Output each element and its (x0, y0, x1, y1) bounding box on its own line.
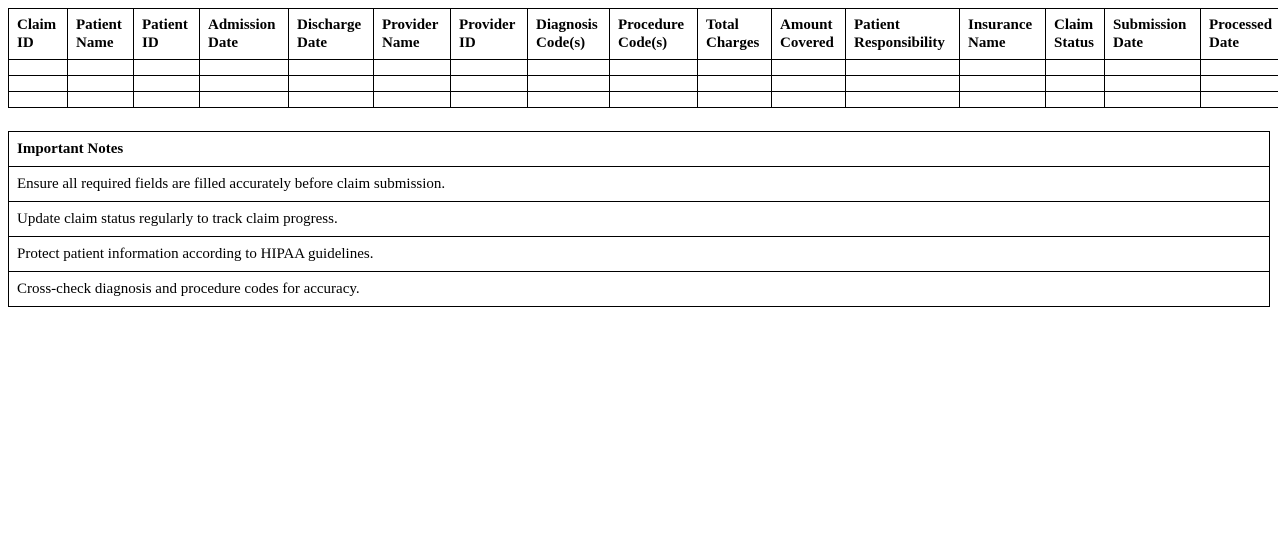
header-patient-responsibility: Patient Responsibility (846, 9, 960, 60)
table-cell[interactable] (451, 76, 528, 92)
claims-table-body (9, 60, 1278, 108)
table-cell[interactable] (374, 76, 451, 92)
table-cell[interactable] (772, 76, 846, 92)
header-claim-status: Claim Status (1046, 9, 1105, 60)
table-cell[interactable] (698, 76, 772, 92)
table-cell[interactable] (528, 76, 610, 92)
table-row (9, 60, 1278, 76)
table-cell[interactable] (960, 76, 1046, 92)
table-cell[interactable] (528, 60, 610, 76)
table-cell[interactable] (1046, 60, 1105, 76)
table-cell[interactable] (1105, 92, 1201, 108)
header-discharge-date: Discharge Date (289, 9, 374, 60)
table-cell[interactable] (451, 60, 528, 76)
note-row (9, 167, 1270, 202)
table-cell[interactable] (68, 60, 134, 76)
note-item: Update claim status regularly to track claim progress. (9, 202, 1270, 237)
table-cell[interactable] (68, 92, 134, 108)
table-cell[interactable] (200, 76, 289, 92)
header-processed-date: Processed Date (1201, 9, 1278, 60)
note-item: Cross-check diagnosis and procedure codes for accuracy. (9, 272, 1270, 307)
table-cell[interactable] (9, 92, 68, 108)
header-provider-id: Provider ID (451, 9, 528, 60)
note-item: Ensure all required fields are filled accurately before claim submission. (9, 167, 1270, 202)
table-cell[interactable] (846, 92, 960, 108)
table-cell[interactable] (68, 76, 134, 92)
table-cell[interactable] (9, 60, 68, 76)
note-row (9, 272, 1270, 307)
notes-title: Important Notes (9, 132, 1270, 167)
table-cell[interactable] (374, 92, 451, 108)
table-cell[interactable] (374, 60, 451, 76)
note-row (9, 237, 1270, 272)
header-amount-covered: Amount Covered (772, 9, 846, 60)
table-cell[interactable] (1046, 92, 1105, 108)
note-row (9, 202, 1270, 237)
notes-header-row (9, 132, 1270, 167)
table-cell[interactable] (698, 92, 772, 108)
table-cell[interactable] (134, 60, 200, 76)
table-cell[interactable] (1201, 60, 1278, 76)
header-total-charges: Total Charges (698, 9, 772, 60)
table-cell[interactable] (289, 92, 374, 108)
note-item: Protect patient information according to HIPAA guidelines. (9, 237, 1270, 272)
claims-table (8, 8, 1278, 108)
table-cell[interactable] (200, 60, 289, 76)
table-cell[interactable] (1105, 60, 1201, 76)
header-patient-id: Patient ID (134, 9, 200, 60)
claims-header-row (9, 9, 1278, 60)
table-cell[interactable] (528, 92, 610, 108)
header-patient-name: Patient Name (68, 9, 134, 60)
table-cell[interactable] (610, 60, 698, 76)
table-cell[interactable] (960, 60, 1046, 76)
header-provider-name: Provider Name (374, 9, 451, 60)
header-insurance-name: Insurance Name (960, 9, 1046, 60)
table-cell[interactable] (772, 60, 846, 76)
header-procedure-codes: Procedure Code(s) (610, 9, 698, 60)
table-cell[interactable] (1105, 76, 1201, 92)
header-claim-id: Claim ID (9, 9, 68, 60)
table-row (9, 76, 1278, 92)
table-cell[interactable] (960, 92, 1046, 108)
table-cell[interactable] (289, 76, 374, 92)
table-row (9, 92, 1278, 108)
table-cell[interactable] (289, 60, 374, 76)
table-cell[interactable] (9, 76, 68, 92)
table-cell[interactable] (698, 60, 772, 76)
table-cell[interactable] (772, 92, 846, 108)
header-diagnosis-codes: Diagnosis Code(s) (528, 9, 610, 60)
header-submission-date: Submission Date (1105, 9, 1201, 60)
table-cell[interactable] (846, 76, 960, 92)
table-cell[interactable] (610, 92, 698, 108)
table-cell[interactable] (1046, 76, 1105, 92)
table-cell[interactable] (1201, 92, 1278, 108)
header-admission-date: Admission Date (200, 9, 289, 60)
table-cell[interactable] (610, 76, 698, 92)
table-cell[interactable] (134, 92, 200, 108)
table-cell[interactable] (1201, 76, 1278, 92)
table-cell[interactable] (846, 60, 960, 76)
table-cell[interactable] (200, 92, 289, 108)
table-cell[interactable] (451, 92, 528, 108)
table-cell[interactable] (134, 76, 200, 92)
important-notes-table (8, 131, 1270, 307)
